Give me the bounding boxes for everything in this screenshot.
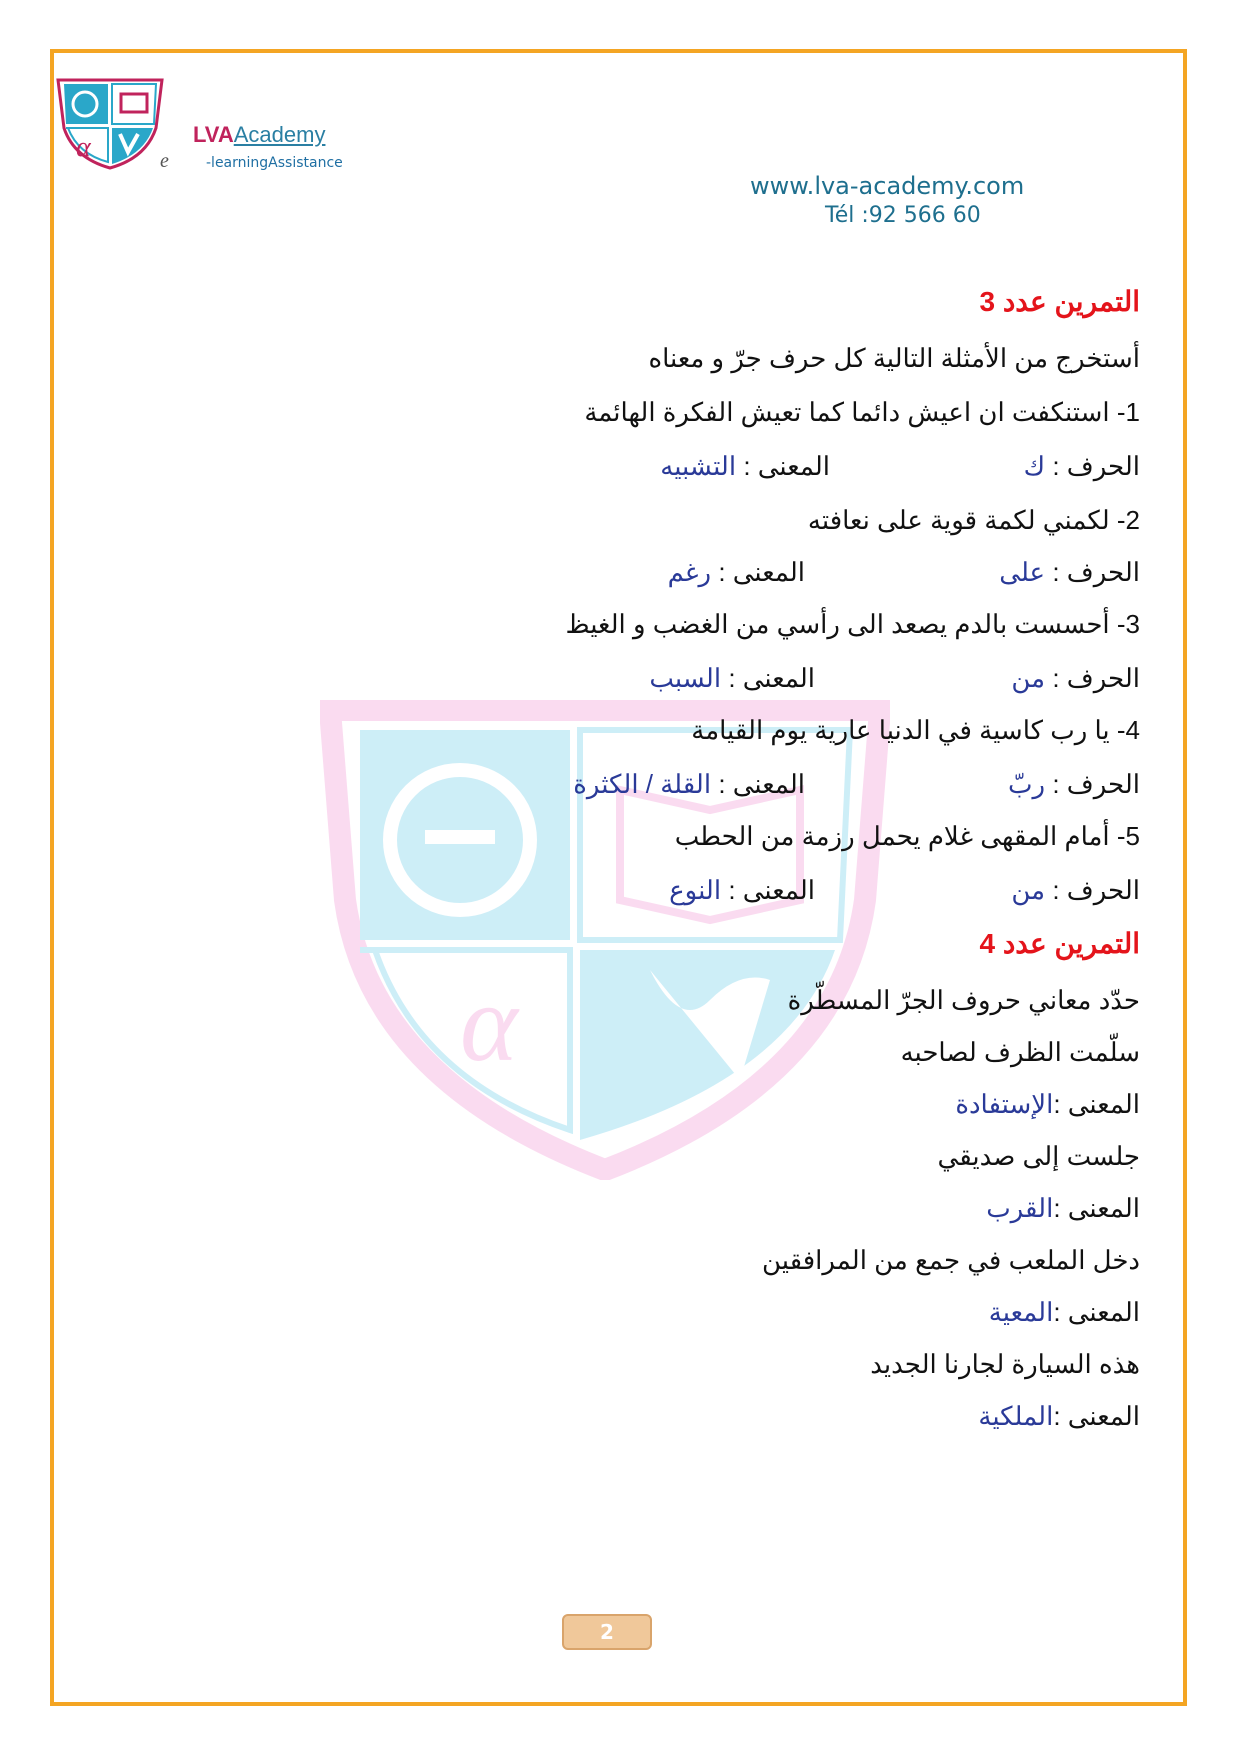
letter-label: الحرف : xyxy=(1052,663,1140,693)
exercise4-instruction: حدّد معاني حروف الجرّ المسطّرة xyxy=(787,985,1140,1015)
phone-number: Tél :92 566 60 xyxy=(825,203,981,228)
meaning-label: المعنى : xyxy=(728,875,815,905)
meaning-answer: القرب xyxy=(986,1193,1054,1223)
meaning-answer: التشبيه xyxy=(660,451,737,481)
letter-answer: ك xyxy=(1023,451,1046,481)
meaning-label: المعنى : xyxy=(1053,1193,1140,1223)
brand-lva: LVA xyxy=(193,122,234,147)
meaning-label: المعنى : xyxy=(1053,1401,1140,1431)
meaning-row-4 xyxy=(573,769,805,800)
exercise4-sentence-2: جلست إلى صديقي xyxy=(937,1141,1140,1171)
exercise3-sentence-5: 5- أمام المقهى غلام يحمل رزمة من الحطب xyxy=(674,821,1140,851)
meaning-row-1 xyxy=(660,451,830,482)
meaning-answer: الإستفادة xyxy=(955,1089,1054,1119)
letter-answer: ربّ xyxy=(1008,769,1046,799)
meaning-label: المعنى : xyxy=(1053,1089,1140,1119)
meaning-row-5 xyxy=(669,875,815,906)
exercise3-sentence-3: 3- أحسست بالدم يصعد الى رأسي من الغضب و الغيظ xyxy=(565,609,1140,639)
academy-shield-logo xyxy=(56,78,164,170)
letter-label: الحرف : xyxy=(1052,557,1140,587)
meaning-label: المعنى : xyxy=(728,663,815,693)
meaning-answer: القلة / الكثرة xyxy=(573,769,712,799)
exercise3-sentence-1: 1- استنكفت ان اعيش دائما كما تعيش الفكرة الهائمة xyxy=(584,397,1140,427)
letter-row-2 xyxy=(999,557,1140,588)
exercise4-title: التمرين عدد 4 xyxy=(979,928,1140,959)
meaning-label: المعنى : xyxy=(718,557,805,587)
exercise3-instruction: أستخرج من الأمثلة التالية كل حرف جرّ و معناه xyxy=(648,343,1140,373)
meaning-answer: رغم xyxy=(667,557,712,587)
letter-row-5 xyxy=(1011,875,1140,906)
exercise4-sentence-1: سلّمت الظرف لصاحبه xyxy=(900,1037,1140,1067)
letter-answer: من xyxy=(1011,663,1046,693)
meaning-row-3 xyxy=(649,663,815,694)
meaning-answer: المعية xyxy=(988,1297,1054,1327)
brand-academy: Academy xyxy=(233,122,326,147)
letter-label: الحرف : xyxy=(1052,451,1140,481)
exercise3-sentence-2: 2- لكمني لكمة قوية على نعافته xyxy=(807,505,1140,535)
exercise4-meaning-1 xyxy=(955,1089,1140,1120)
exercise3-sentence-4: 4- يا رب كاسية في الدنيا عارية يوم القيامة xyxy=(691,715,1140,745)
exercise3-title: التمرين عدد 3 xyxy=(979,286,1140,317)
letter-row-3 xyxy=(1011,663,1140,694)
exercise4-sentence-3: دخل الملعب في جمع من المرافقين xyxy=(761,1245,1140,1275)
brand-e-letter: e xyxy=(160,150,169,172)
meaning-row-2 xyxy=(668,557,805,588)
meaning-label: المعنى : xyxy=(718,769,805,799)
exercise4-meaning-4 xyxy=(978,1401,1140,1432)
letter-label: الحرف : xyxy=(1052,875,1140,905)
letter-row-4 xyxy=(1008,769,1140,800)
letter-answer: على xyxy=(999,557,1046,587)
exercise4-sentence-4: هذه السيارة لجارنا الجديد xyxy=(870,1349,1140,1379)
meaning-label: المعنى : xyxy=(743,451,830,481)
brand-name xyxy=(193,122,325,148)
letter-row-1 xyxy=(1024,451,1140,482)
exercise4-meaning-2 xyxy=(986,1193,1140,1224)
page-number: 2 xyxy=(562,1614,652,1650)
meaning-answer: السبب xyxy=(649,663,722,693)
exercise4-meaning-3 xyxy=(989,1297,1140,1328)
svg-text:α: α xyxy=(460,962,518,1084)
svg-text:α: α xyxy=(76,132,91,163)
website-link[interactable]: www.lva-academy.com xyxy=(750,172,1025,200)
meaning-answer: النوع xyxy=(669,875,722,905)
letter-answer: من xyxy=(1011,875,1046,905)
meaning-answer: الملكية xyxy=(978,1401,1054,1431)
letter-label: الحرف : xyxy=(1052,769,1140,799)
meaning-label: المعنى : xyxy=(1053,1297,1140,1327)
brand-tagline: -learningAssistance xyxy=(206,155,343,171)
